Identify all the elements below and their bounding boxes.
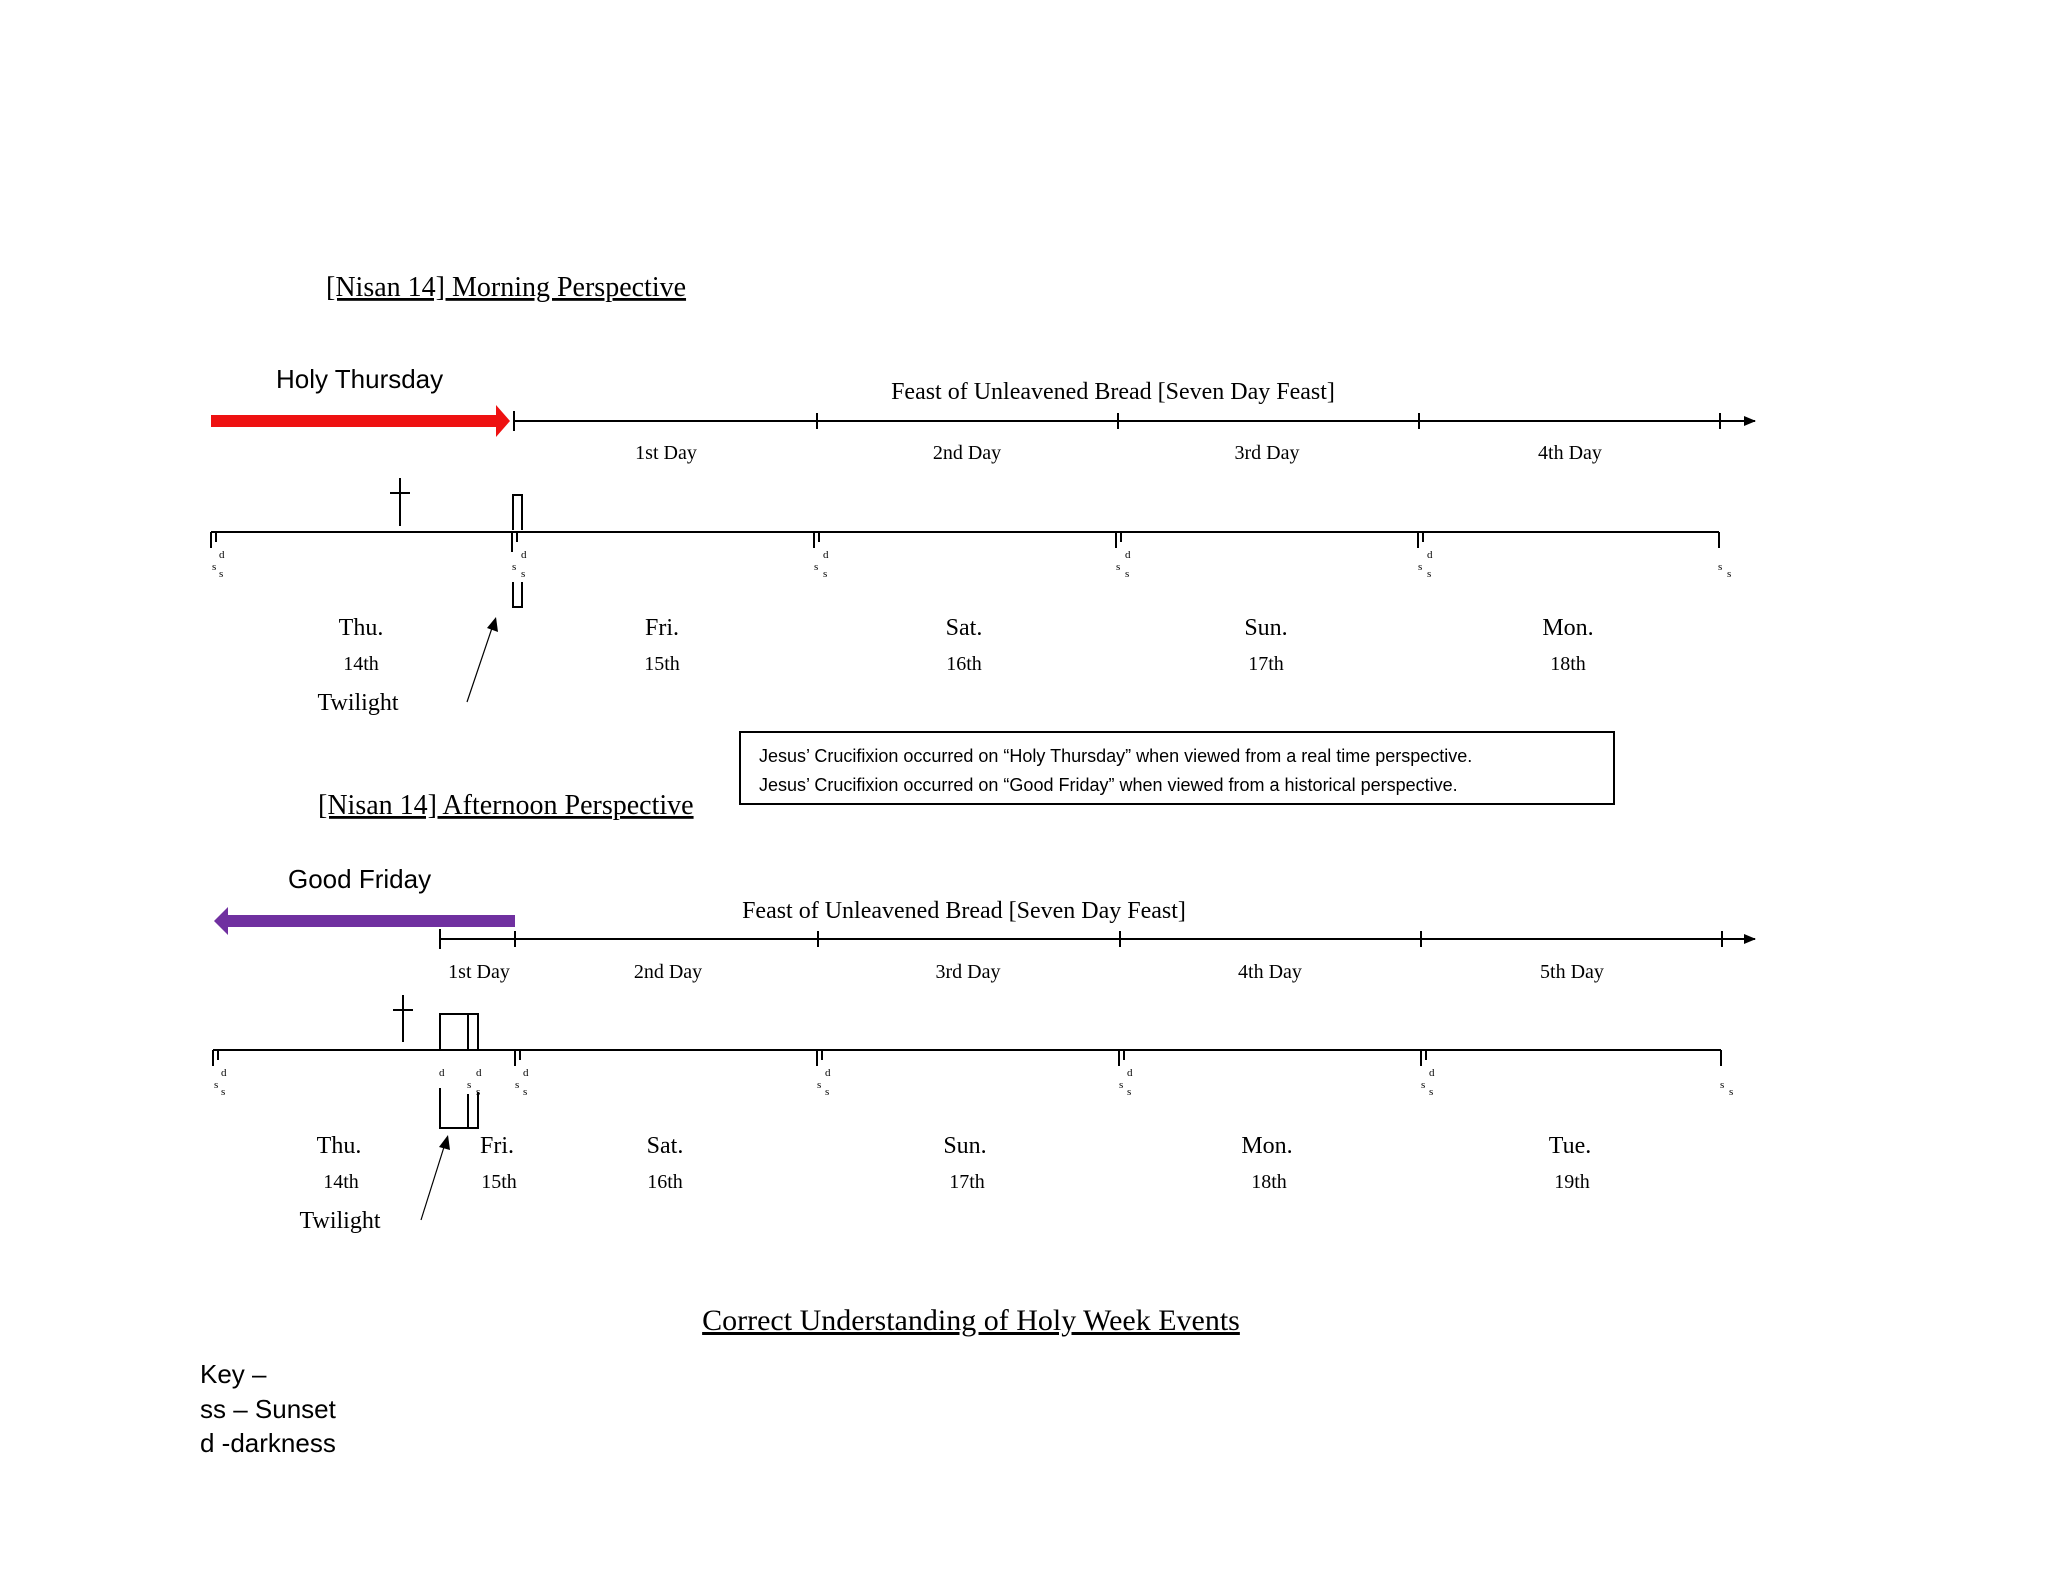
day-date: 18th — [1550, 653, 1586, 675]
key-darkness: d -darkness — [200, 1428, 336, 1458]
sunset-marker: s — [515, 1079, 520, 1091]
cross-icon — [393, 995, 413, 1042]
sunset-marker: s — [1421, 1079, 1426, 1091]
sunset-marker: s — [221, 1086, 226, 1098]
feast-day-label: 5th Day — [1540, 961, 1604, 983]
sunset-marker: s — [512, 561, 517, 573]
sunset-marker: s — [1727, 568, 1732, 580]
sunset-marker: s — [1418, 561, 1423, 573]
day-date: 14th — [323, 1171, 359, 1193]
feast-day-label: 3rd Day — [935, 961, 1001, 983]
note-line-1: Jesus’ Crucifixion occurred on “Holy Thursday” when viewed from a real time perspective. — [759, 746, 1473, 766]
note-box — [740, 732, 1614, 804]
day-name: Sun. — [1244, 615, 1288, 641]
day-date: 15th — [644, 653, 680, 675]
sunset-marker: s — [1429, 1086, 1434, 1098]
sunset-marker: s — [521, 568, 526, 580]
sunset-marker: s — [476, 1086, 481, 1098]
sunset-marker: s — [1720, 1079, 1725, 1091]
good-friday-arrow-icon — [214, 907, 515, 935]
darkness-marker: d — [219, 549, 225, 561]
sunset-marker: s — [1119, 1079, 1124, 1091]
darkness-marker: d — [1427, 549, 1433, 561]
feast-label-morning: Feast of Unleavened Bread [Seven Day Feast] — [891, 379, 1335, 405]
twilight-label: Twilight — [317, 690, 399, 716]
afternoon-perspective-section — [213, 790, 1755, 1234]
twilight-pointer-arrow-icon — [421, 1135, 450, 1220]
day-date: 16th — [946, 653, 982, 675]
sunset-marker: s — [1116, 561, 1121, 573]
holy-thursday-label: Holy Thursday — [276, 364, 444, 394]
darkness-marker: d — [476, 1067, 482, 1079]
day-name: Sat. — [646, 1133, 684, 1159]
good-friday-label: Good Friday — [288, 864, 432, 894]
day-name: Mon. — [1241, 1133, 1293, 1159]
sunset-marker: s — [1427, 568, 1432, 580]
darkness-marker: d — [1429, 1067, 1435, 1079]
morning-perspective-section — [211, 272, 1755, 716]
day-ticks-morning — [211, 532, 1719, 552]
sunset-marker: s — [1729, 1086, 1734, 1098]
darkness-marker: d — [825, 1067, 831, 1079]
sunset-marker: s — [219, 568, 224, 580]
sunset-marker: s — [212, 561, 217, 573]
twilight-label: Twilight — [299, 1208, 381, 1234]
day-name: Fri. — [644, 615, 680, 641]
darkness-marker: d — [523, 1067, 529, 1079]
morning-heading: [Nisan 14] Morning Perspective — [326, 272, 687, 303]
cross-icon — [390, 478, 410, 526]
diagram-title: Correct Understanding of Holy Week Events — [702, 1304, 1240, 1337]
day-date: 17th — [949, 1171, 985, 1193]
darkness-marker: d — [439, 1067, 445, 1079]
day-name: Sun. — [943, 1133, 987, 1159]
note-line-2: Jesus’ Crucifixion occurred on “Good Friday” when viewed from a historical perspective. — [759, 775, 1458, 795]
day-name: Tue. — [1548, 1133, 1592, 1159]
feast-day-label: 3rd Day — [1234, 442, 1300, 464]
feast-day-label: 1st Day — [448, 961, 510, 983]
holy-thursday-arrow-icon — [211, 405, 510, 437]
sunset-marker: s — [1718, 561, 1723, 573]
day-date: 14th — [343, 653, 379, 675]
darkness-marker: d — [521, 549, 527, 561]
sunset-marker: s — [823, 568, 828, 580]
day-name: Thu. — [316, 1133, 362, 1159]
darkness-marker: d — [1125, 549, 1131, 561]
sunset-marker: s — [1125, 568, 1130, 580]
feast-day-label: 4th Day — [1538, 442, 1602, 464]
darkness-marker: d — [221, 1067, 227, 1079]
sunset-marker: s — [825, 1086, 830, 1098]
sunset-marker: s — [814, 561, 819, 573]
day-date: 18th — [1251, 1171, 1287, 1193]
feast-day-label: 4th Day — [1238, 961, 1302, 983]
afternoon-heading: [Nisan 14] Afternoon Perspective — [318, 790, 694, 821]
key-sunset: ss – Sunset — [200, 1394, 336, 1424]
day-date: 19th — [1554, 1171, 1590, 1193]
feast-label-afternoon: Feast of Unleavened Bread [Seven Day Feast] — [742, 898, 1186, 924]
sunset-marker: s — [1127, 1086, 1132, 1098]
day-name: Mon. — [1542, 615, 1594, 641]
sunset-marker: s — [467, 1079, 472, 1091]
feast-day-label: 2nd Day — [932, 442, 1002, 464]
twilight-pointer-arrow-icon — [467, 617, 498, 702]
day-ticks-afternoon — [213, 1050, 1721, 1066]
key-legend — [200, 1359, 337, 1458]
twilight-bracket — [440, 1014, 481, 1128]
feast-day-label: 1st Day — [635, 442, 697, 464]
darkness-marker: d — [1127, 1067, 1133, 1079]
feast-day-label: 2nd Day — [633, 961, 703, 983]
day-name: Sat. — [945, 615, 983, 641]
sunset-marker: s — [214, 1079, 219, 1091]
sunset-marker: s — [817, 1079, 822, 1091]
day-date: 16th — [647, 1171, 683, 1193]
key-heading: Key – — [200, 1359, 267, 1389]
darkness-marker: d — [823, 549, 829, 561]
day-date: 15th — [481, 1171, 517, 1193]
day-name: Thu. — [338, 615, 384, 641]
day-date: 17th — [1248, 653, 1284, 675]
sunset-marker: s — [523, 1086, 528, 1098]
day-name: Fri. — [479, 1133, 515, 1159]
